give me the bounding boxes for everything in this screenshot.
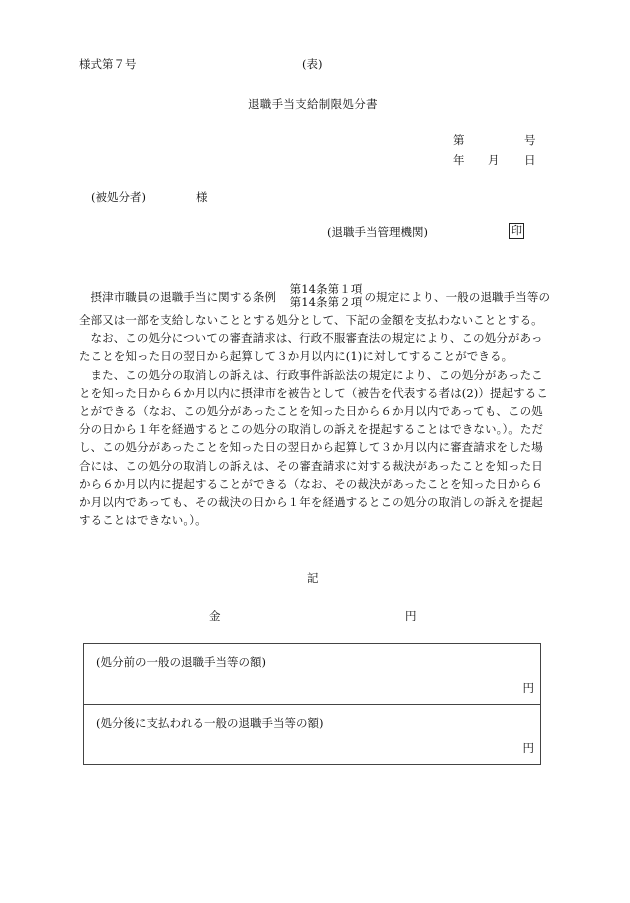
form-number: 様式第７号	[79, 57, 137, 71]
article-options: 第14条第１項 第14条第２項	[289, 282, 363, 309]
body-text	[79, 282, 551, 529]
amount-unit: 円	[405, 609, 417, 623]
amount-after-box	[83, 704, 541, 765]
amount-after-unit: 円	[522, 741, 534, 755]
recipient-label: (被処分者)	[91, 190, 146, 204]
amount-after-label: (処分後に支払われる一般の退職手当等の額)	[96, 716, 324, 730]
date-day: 日	[524, 153, 536, 167]
amount-before-unit: 円	[522, 681, 534, 695]
issuer-label: (退職手当管理機関)	[327, 225, 428, 239]
notes-heading: 記	[307, 571, 319, 585]
date-year: 年	[453, 153, 465, 167]
paragraph-litigation: また、この処分の取消しの訴えは、行政事件訴訟法の規定により、この処分があったことを知った日から６か月以内に摂津市を被告として（被告を代表する者は(2)）提起することができる（なお、この処分があったことを知った日から６か月以内であっても、この処分の日から１年を経過するとこの処分の取消しの訴えを提起することはできない。）。ただし、この処分があったことを知った日の翌日から起算して３か月以内に審査請求をした場合には、この処分の取消しの訴えは、その審査請求に対する裁決があったことを知った日から６か月以内に提起することができる（なお、その裁決があったことを知った日から６か月以内であっても、その裁決の日から１年を経過するとこの処分の取消しの訴えを提起することはできない。）。	[79, 367, 548, 528]
date-month: 月	[488, 153, 500, 167]
seal-mark: 印	[511, 224, 522, 237]
amount-label: 金	[209, 609, 221, 623]
paragraph-appeal: なお、この処分についての審査請求は、行政不服審査法の規定により、この処分があったことを知った日の翌日から起算して３か月以内に(1)に対してすることができる。	[79, 331, 543, 364]
number-prefix: 第	[453, 133, 465, 147]
recipient-honorific: 様	[196, 190, 208, 204]
side-label: (表)	[302, 57, 323, 71]
number-suffix: 号	[524, 133, 536, 147]
amount-before-box	[83, 643, 541, 705]
document-title: 退職手当支給制限処分書	[248, 97, 378, 111]
paragraph-disposition: 摂津市職員の退職手当に関する条例 第14条第１項 第14条第２項 の規定により、一般の退職手当等の全部又は一部を支給しないこととする処分として、下記の金額を支払わないこととする。	[79, 282, 551, 327]
amount-before-label: (処分前の一般の退職手当等の額)	[96, 655, 266, 669]
